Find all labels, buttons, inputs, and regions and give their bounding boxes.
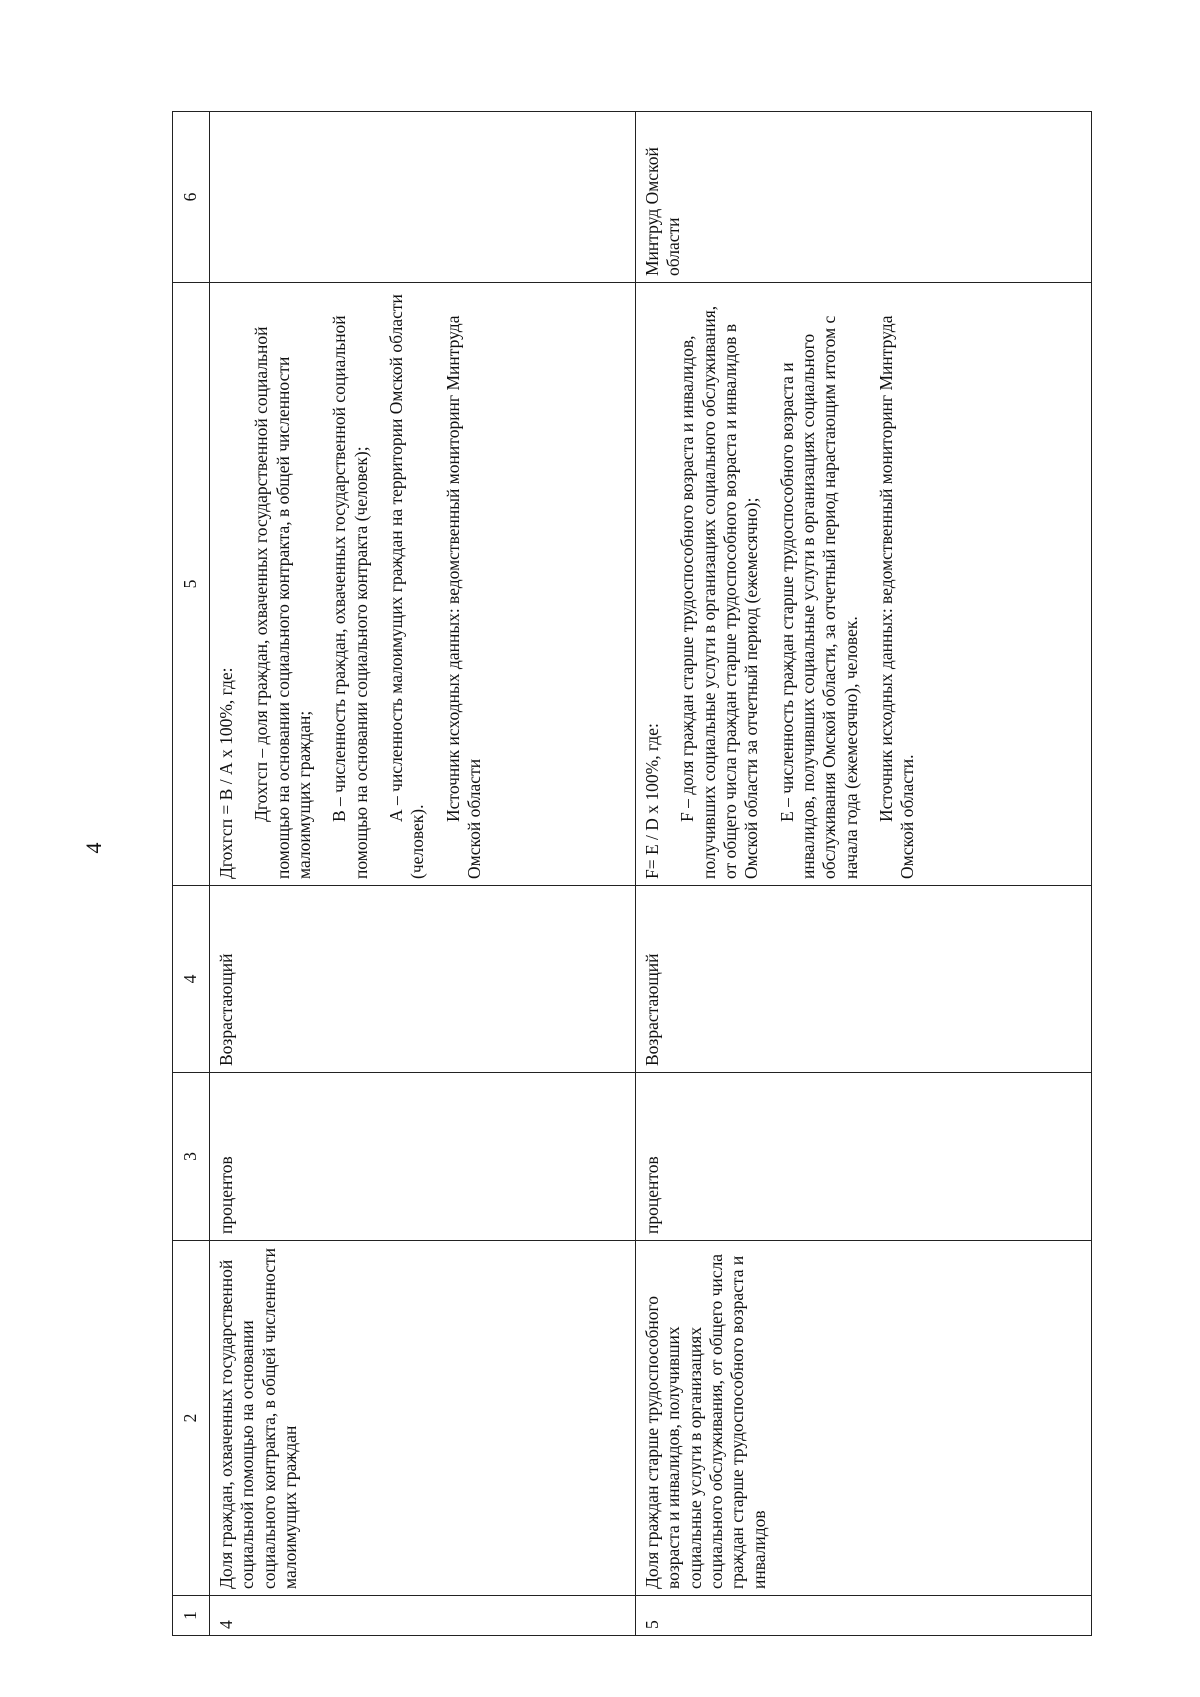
column-header: 4	[173, 886, 210, 1073]
column-header: 1	[173, 1596, 210, 1636]
column-header: 2	[173, 1241, 210, 1596]
indicators-table	[172, 111, 1092, 1636]
column-header: 5	[173, 283, 210, 886]
unit: процентов	[210, 1073, 636, 1241]
page-number: 4	[81, 842, 106, 854]
responsible: Минтруд Омской области	[636, 112, 1092, 283]
row-number: 5	[636, 1596, 1092, 1636]
method-cell	[636, 283, 1092, 886]
row-number: 4	[210, 1596, 636, 1636]
definition: В – численность граждан, охваченных государственной социальной помощью на основании социального контракта (человек);	[329, 315, 371, 879]
column-header: 6	[173, 112, 210, 283]
method-cell	[210, 283, 636, 886]
trend: Возрастающий	[636, 886, 1092, 1073]
data-source: Источник исходных данных: ведомственный мониторинг Минтруда Омской области.	[876, 315, 918, 879]
data-source: Источник исходных данных: ведомственный мониторинг Минтруда Омской области	[442, 315, 485, 879]
definition: E – численность граждан старше трудоспособного возраста и инвалидов, получивших социальные услуги в организациях социального обслуживания Омской области, за отчетный период нарастающим итогом с начала года (ежемесячно), человек.	[776, 315, 861, 879]
table-row	[210, 112, 636, 1636]
indicator-name: Доля граждан старше трудоспособного возраста и инвалидов, получивших социальные услуги в организациях социального обслуживания, от общего числа граждан старше трудоспособного возраста и инвалидов	[636, 1241, 1092, 1596]
unit: процентов	[636, 1073, 1092, 1241]
indicator-table-page	[172, 112, 1112, 1636]
formula: F= E / D х 100%, где:	[642, 723, 662, 879]
responsible	[210, 112, 636, 283]
definition: Дгохгсп – доля граждан, охваченных государственной социальной помощью на основании социального контракта, в общей численности малоимущих граждан;	[251, 326, 315, 879]
table-row	[636, 112, 1092, 1636]
column-header: 3	[173, 1073, 210, 1241]
trend: Возрастающий	[210, 886, 636, 1073]
indicator-name: Доля граждан, охваченных государственной социальной помощью на основании социального контракта, в общей численности малоимущих граждан	[210, 1241, 636, 1596]
definition: F – доля граждан старше трудоспособного возраста и инвалидов, получивших социальные услуги в организациях социального обслуживания, от общего числа граждан старше трудоспособного возраста и инвалидов в Омской области за отчетный период (ежемесячно);	[677, 305, 762, 879]
formula: Дгохгсп = В / А х 100%, где:	[216, 667, 236, 879]
header-row	[173, 112, 210, 1636]
definition: А – численность малоимущих граждан на территории Омской области (человек).	[386, 294, 428, 879]
